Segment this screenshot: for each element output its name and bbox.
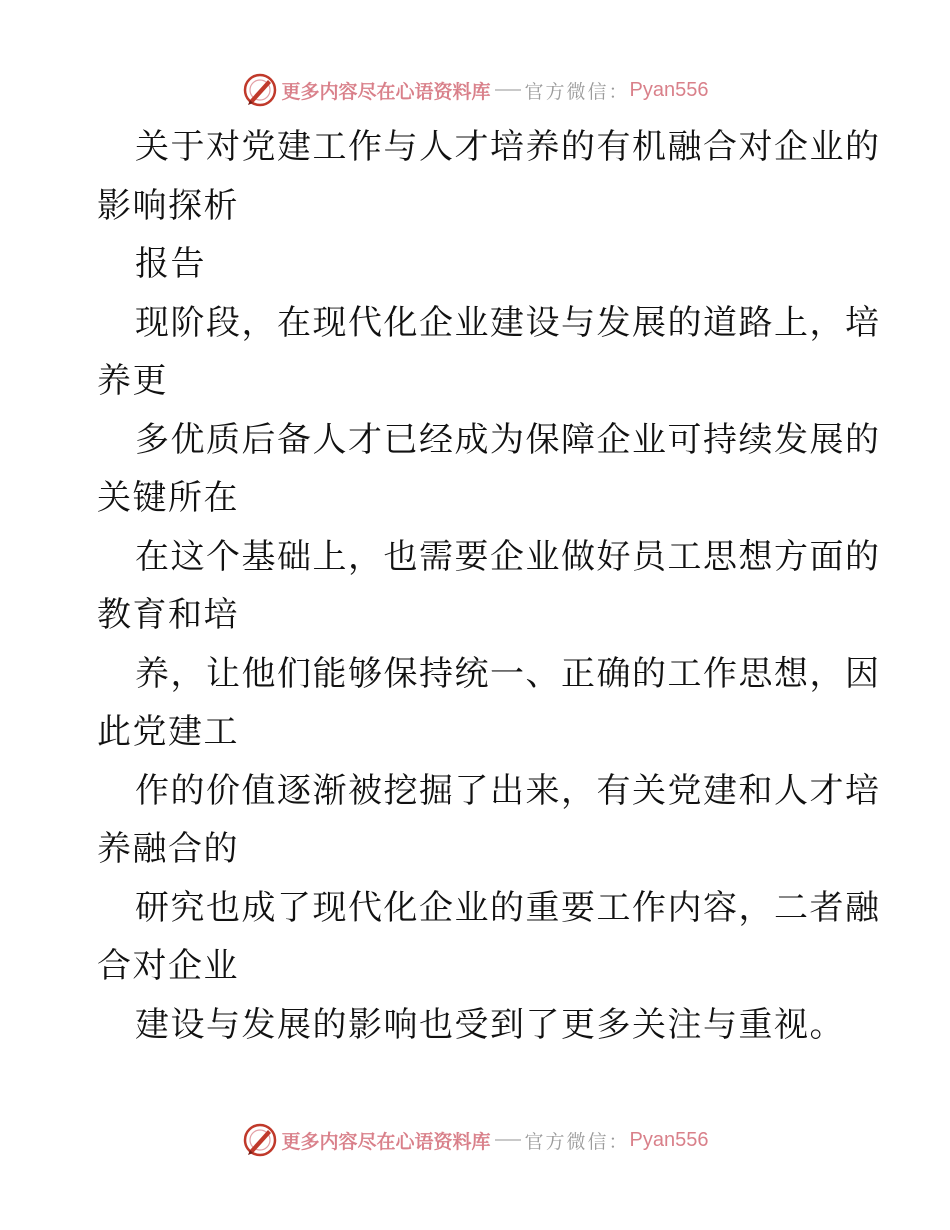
- footer-watermark: [0, 1120, 950, 1160]
- watermark-wechat-label: 官方微信：: [524, 80, 630, 103]
- pen-logo-icon: [242, 72, 278, 108]
- text-line: 教育和培: [97, 595, 239, 635]
- document-body: [97, 118, 881, 1054]
- watermark-brand-text: 更多内容尽在心语资料库: [281, 80, 491, 103]
- text-line: 在这个基础上，也需要企业做好员工思想方面的: [135, 536, 881, 577]
- watermark-brand-text: 更多内容尽在心语资料库: [281, 1130, 491, 1153]
- text-line: 合对企业: [97, 946, 239, 986]
- watermark-separator: [495, 1139, 521, 1141]
- text-line: 影响探析: [97, 185, 239, 226]
- text-line: 关键所在: [97, 478, 239, 518]
- text-line: 报告: [135, 244, 206, 284]
- text-line: 养更: [97, 361, 168, 401]
- text-line: 养，让他们能够保持统一、正确的工作思想，因: [135, 653, 881, 694]
- header-watermark: [0, 70, 950, 110]
- watermark-wechat-id: Pyan556: [629, 1128, 709, 1151]
- pen-logo-icon: [242, 1122, 278, 1158]
- watermark-wechat-label: 官方微信：: [524, 1130, 630, 1153]
- text-line: 养融合的: [97, 829, 239, 869]
- text-line: 此党建工: [97, 712, 239, 752]
- text-line: 建设与发展的影响也受到了更多关注与重视。: [135, 1004, 845, 1045]
- text-line: 关于对党建工作与人才培养的有机融合对企业的: [135, 127, 881, 167]
- text-line: 多优质后备人才已经成为保障企业可持续发展的: [135, 419, 881, 460]
- watermark-separator: [495, 89, 521, 91]
- text-line: 现阶段，在现代化企业建设与发展的道路上，培: [135, 302, 881, 343]
- text-line: 研究也成了现代化企业的重要工作内容，二者融: [135, 887, 881, 928]
- text-line: 作的价值逐渐被挖掘了出来，有关党建和人才培: [135, 770, 881, 811]
- watermark-wechat-id: Pyan556: [629, 78, 709, 101]
